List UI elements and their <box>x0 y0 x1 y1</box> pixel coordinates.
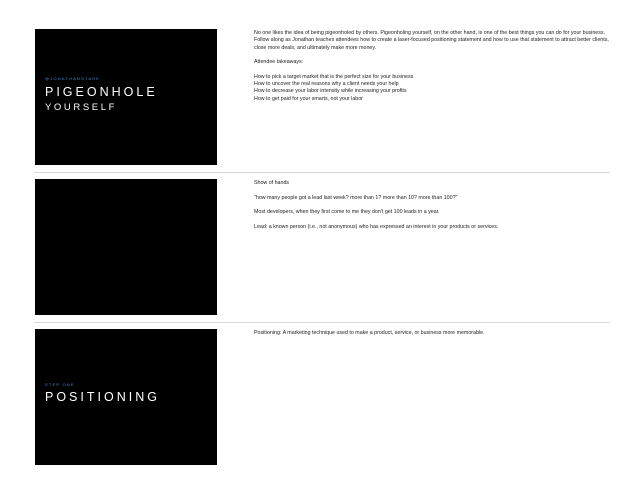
notes-line: Positioning: A marketing technique used to make a product, service, or business more memorable. <box>254 330 485 336</box>
slide-thumbnail-2[interactable] <box>35 179 217 315</box>
slide-thumbnail-3[interactable] <box>35 329 217 465</box>
row-divider <box>34 322 610 323</box>
slide-kicker: @JONATHANSTARK <box>45 76 101 81</box>
speaker-notes-2 <box>254 180 614 238</box>
takeaway-item: How to decrease your labor intensity while increasing your profits <box>254 88 407 95</box>
notes-intro: No one likes the idea of being pigeonholed by others. Pigeonholing yourself, on the other hand, is one of the best things you can do for your business. Follow along as Jonathan teaches attendees how to create a laser-focused positioning statement and how to use that statement to attract better clients, close more deals, and ultimately make more money. <box>254 30 609 51</box>
notes-takeaways-heading: Attendee takeaways: <box>254 59 304 66</box>
notes-line: Most developers, when they first come to me they don't get 100 leads in a year. <box>254 209 440 216</box>
slide-title: PIGEONHOLE <box>45 85 158 99</box>
slide-title: POSITIONING <box>45 390 160 404</box>
notes-line: Show of hands <box>254 180 290 186</box>
notes-line: Lead: a known person (i.e., not anonymous) who has expressed an interest in your products or services. <box>254 223 499 230</box>
row-divider <box>34 172 610 173</box>
notes-line: "how many people got a lead last week? more than 1? more than 10? more than 100?" <box>254 194 458 201</box>
takeaway-item: How to uncover the real reasons why a client needs your help <box>254 81 399 88</box>
takeaways-list <box>254 74 614 103</box>
speaker-notes-1 <box>254 30 614 103</box>
slide-subtitle: YOURSELF <box>45 102 118 113</box>
slide-kicker: STEP ONE <box>45 382 75 387</box>
speaker-notes-3 <box>254 330 614 345</box>
takeaway-item: How to get paid for your smarts, not your labor <box>254 95 363 102</box>
takeaway-item: How to pick a target market that is the perfect size for your business <box>254 73 414 80</box>
slide-thumbnail-1[interactable] <box>35 29 217 165</box>
